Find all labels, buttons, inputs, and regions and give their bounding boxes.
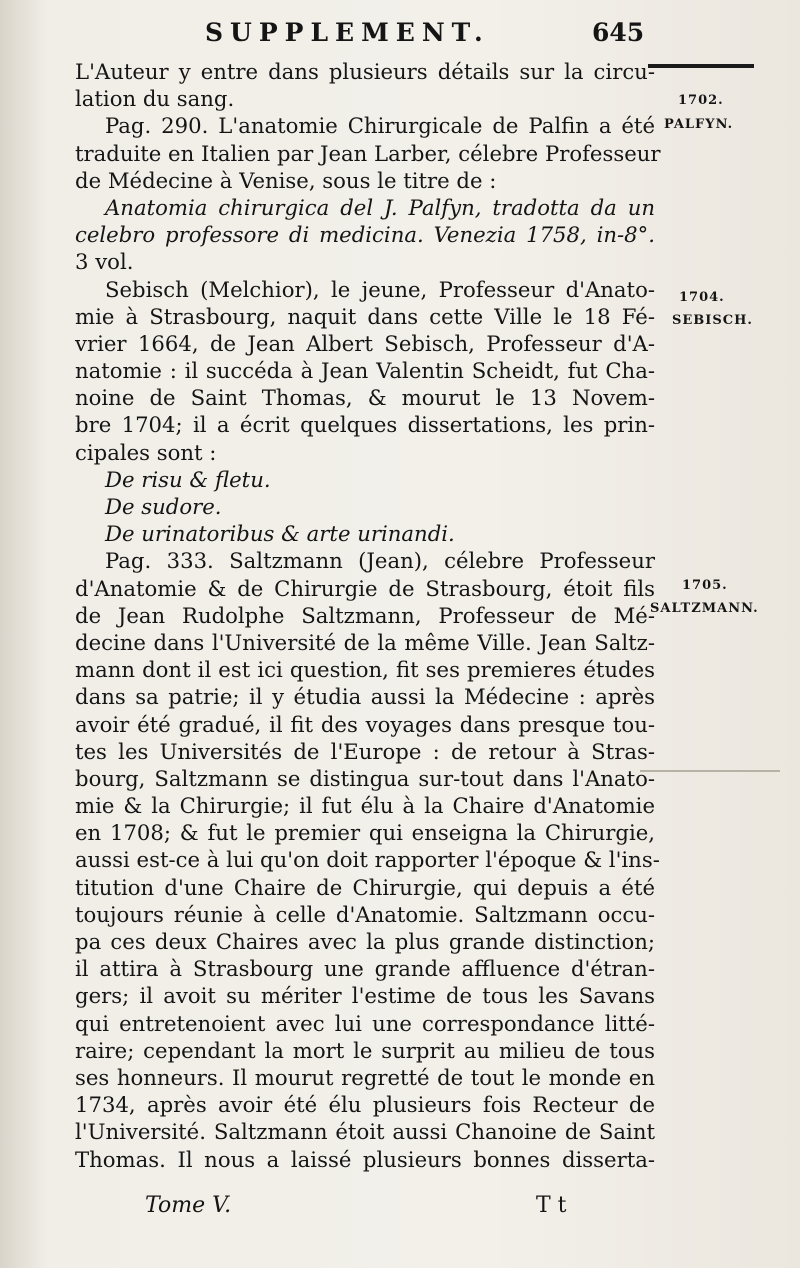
text-line: titution d'une Chaire de Chirurgie, qui depuis a été (75, 874, 655, 900)
text-line: De sudore. (105, 494, 222, 519)
text-line: vrier 1664, de Jean Albert Sebisch, Professeur d'A- (75, 330, 655, 356)
gathering-signature: T t (536, 1193, 567, 1218)
text-line: Pag. 290. L'anatomie Chirurgicale de Palfin a été (105, 113, 655, 139)
text-line: Pag. 333. Saltzmann (Jean), célebre Professeur (105, 548, 655, 574)
text-line: toujours réunie à celle d'Anatomie. Saltzmann occu- (75, 901, 655, 927)
margin-year-saltzmann: 1705. (682, 578, 728, 593)
margin-name-sebisch: SEBISCH. (672, 313, 753, 328)
text-line: gers; il avoit su mériter l'estime de tous les Savans (75, 983, 655, 1009)
text-line: decine dans l'Université de la même Ville. Jean Saltz- (75, 629, 655, 655)
text-line: Anatomia chirurgica del J. Palfyn, tradotta da un (105, 194, 655, 220)
text-line: avoir été gradué, il fit des voyages dans presque tou- (75, 711, 655, 737)
text-line: ses honneurs. Il mourut regretté de tout le monde en (75, 1064, 655, 1090)
body-text (75, 58, 661, 1173)
running-head: SUPPLEMENT. (205, 18, 490, 47)
text-line: natomie : il succéda à Jean Valentin Scheidt, fut Cha- (75, 358, 655, 384)
text-line: de Jean Rudolphe Saltzmann, Professeur de Mé- (75, 602, 655, 628)
margin-year-palfyn: 1702. (678, 93, 724, 108)
text-line: bre 1704; il a écrit quelques dissertations, les prin- (75, 412, 655, 438)
text-line: aussi est-ce à lui qu'on doit rapporter l'époque & l'ins- (75, 847, 660, 873)
text-line: mie & la Chirurgie; il fut élu à la Chaire d'Anatomie (75, 793, 655, 819)
text-line: Thomas. Il nous a laissé plusieurs bonnes disserta- (75, 1146, 655, 1172)
text-line: noine de Saint Thomas, & mourut le 13 Novem- (75, 385, 655, 411)
text-line: Sebisch (Melchior), le jeune, Professeur d'Anato- (105, 276, 655, 302)
text-line: l'Université. Saltzmann étoit aussi Chanoine de Saint (75, 1119, 655, 1145)
text-line: tes les Universités de l'Europe : de retour à Stras- (75, 738, 655, 764)
text-line: 3 vol. (75, 249, 134, 275)
text-line: celebro professore di medicina. Venezia 1758, in-8°. (75, 222, 655, 248)
page-number: 645 (592, 18, 645, 47)
text-line: 1734, après avoir été élu plusieurs fois Recteur de (75, 1092, 655, 1118)
text-line: cipales sont : (75, 439, 217, 465)
text-line: mann dont il est ici question, fit ses premieres études (75, 657, 655, 683)
text-line: bourg, Saltzmann se distingua sur-tout dans l'Anato- (75, 765, 655, 791)
margin-year-sebisch: 1704. (679, 290, 725, 305)
text-line: d'Anatomie & de Chirurgie de Strasbourg, étoit fils (75, 575, 655, 601)
text-line: raire; cependant la mort le surprit au milieu de tous (75, 1037, 655, 1063)
text-line: L'Auteur y entre dans plusieurs détails sur la circu- (75, 59, 655, 84)
text-line: il attira à Strasbourg une grande affluence d'étran- (75, 956, 655, 982)
page-header (0, 14, 800, 54)
text-line: traduite en Italien par Jean Larber, célebre Professeur (75, 140, 661, 166)
text-line: lation du sang. (75, 86, 235, 112)
text-line: De risu & fletu. (105, 466, 271, 492)
text-line: de Médecine à Venise, sous le titre de : (75, 167, 497, 193)
text-line: mie à Strasbourg, naquit dans cette Ville le 18 Fé- (75, 303, 655, 329)
margin-name-palfyn: PALFYN. (664, 117, 734, 132)
show-through-mark (640, 770, 780, 772)
text-line: en 1708; & fut le premier qui enseigna la Chirurgie, (75, 820, 655, 846)
volume-signature: Tome V. (145, 1193, 232, 1218)
margin-name-saltzmann: SALTZMANN. (650, 601, 759, 616)
text-line: pa ces deux Chaires avec la plus grande distinction; (75, 929, 655, 954)
text-line: De urinatoribus & arte urinandi. (105, 521, 455, 547)
text-line: dans sa patrie; il y étudia aussi la Médecine : après (75, 684, 655, 710)
header-rule (648, 64, 754, 68)
text-line: qui entretenoient avec lui une correspondance litté- (75, 1010, 655, 1036)
